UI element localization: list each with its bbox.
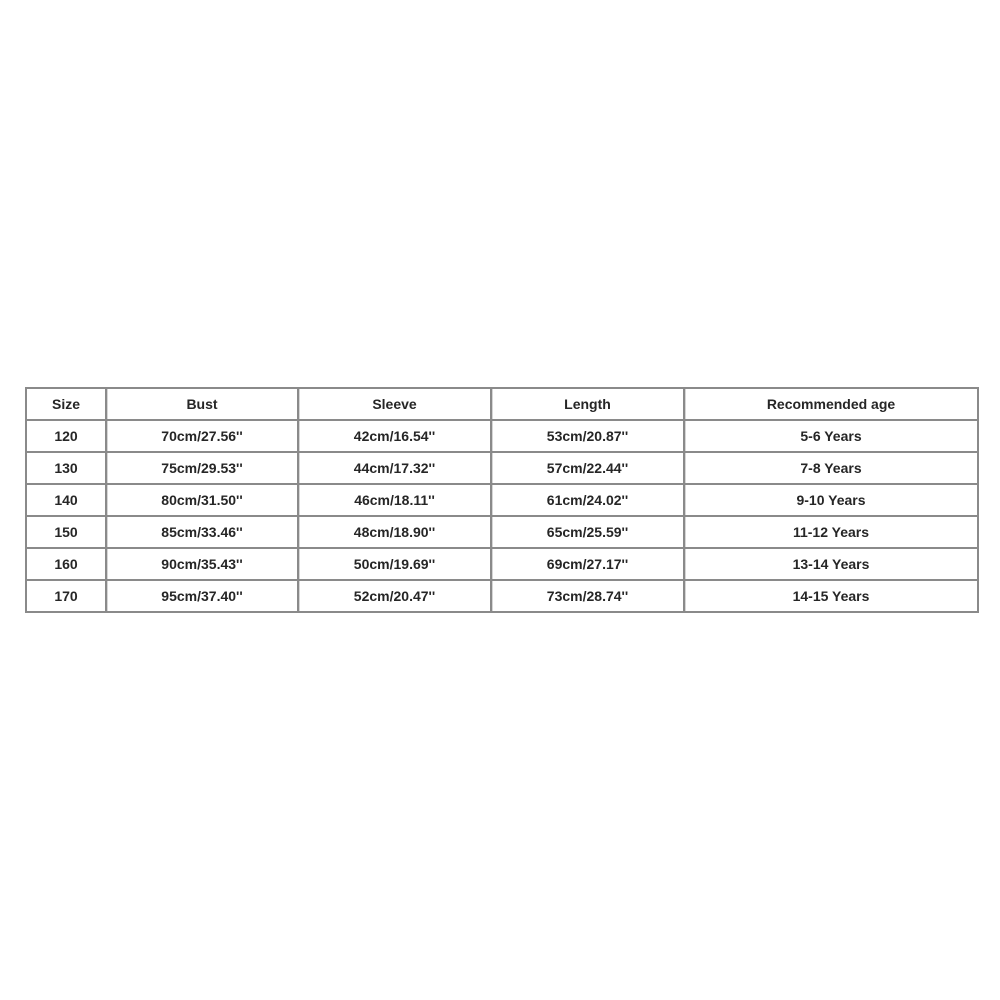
header-size: Size <box>27 389 107 421</box>
cell-bust: 70cm/27.56'' <box>107 421 299 453</box>
table-row <box>27 581 977 611</box>
cell-size: 170 <box>27 581 107 611</box>
cell-recommended-age: 9-10 Years <box>685 485 977 517</box>
cell-sleeve: 50cm/19.69'' <box>299 549 492 581</box>
table-row <box>27 485 977 517</box>
cell-bust: 80cm/31.50'' <box>107 485 299 517</box>
table-header-row <box>27 389 977 421</box>
header-sleeve: Sleeve <box>299 389 492 421</box>
cell-size: 160 <box>27 549 107 581</box>
cell-bust: 90cm/35.43'' <box>107 549 299 581</box>
cell-recommended-age: 14-15 Years <box>685 581 977 611</box>
table-row <box>27 453 977 485</box>
cell-size: 140 <box>27 485 107 517</box>
cell-sleeve: 52cm/20.47'' <box>299 581 492 611</box>
cell-length: 53cm/20.87'' <box>492 421 685 453</box>
header-length: Length <box>492 389 685 421</box>
cell-recommended-age: 5-6 Years <box>685 421 977 453</box>
cell-length: 57cm/22.44'' <box>492 453 685 485</box>
cell-size: 120 <box>27 421 107 453</box>
cell-bust: 85cm/33.46'' <box>107 517 299 549</box>
cell-bust: 75cm/29.53'' <box>107 453 299 485</box>
cell-sleeve: 48cm/18.90'' <box>299 517 492 549</box>
cell-recommended-age: 13-14 Years <box>685 549 977 581</box>
cell-sleeve: 42cm/16.54'' <box>299 421 492 453</box>
cell-sleeve: 44cm/17.32'' <box>299 453 492 485</box>
cell-length: 73cm/28.74'' <box>492 581 685 611</box>
size-chart-table <box>25 387 979 613</box>
cell-sleeve: 46cm/18.11'' <box>299 485 492 517</box>
cell-length: 69cm/27.17'' <box>492 549 685 581</box>
header-bust: Bust <box>107 389 299 421</box>
cell-bust: 95cm/37.40'' <box>107 581 299 611</box>
cell-size: 150 <box>27 517 107 549</box>
table-row <box>27 517 977 549</box>
table-row <box>27 421 977 453</box>
cell-recommended-age: 11-12 Years <box>685 517 977 549</box>
cell-recommended-age: 7-8 Years <box>685 453 977 485</box>
cell-length: 61cm/24.02'' <box>492 485 685 517</box>
cell-size: 130 <box>27 453 107 485</box>
header-recommended-age: Recommended age <box>685 389 977 421</box>
table-row <box>27 549 977 581</box>
cell-length: 65cm/25.59'' <box>492 517 685 549</box>
